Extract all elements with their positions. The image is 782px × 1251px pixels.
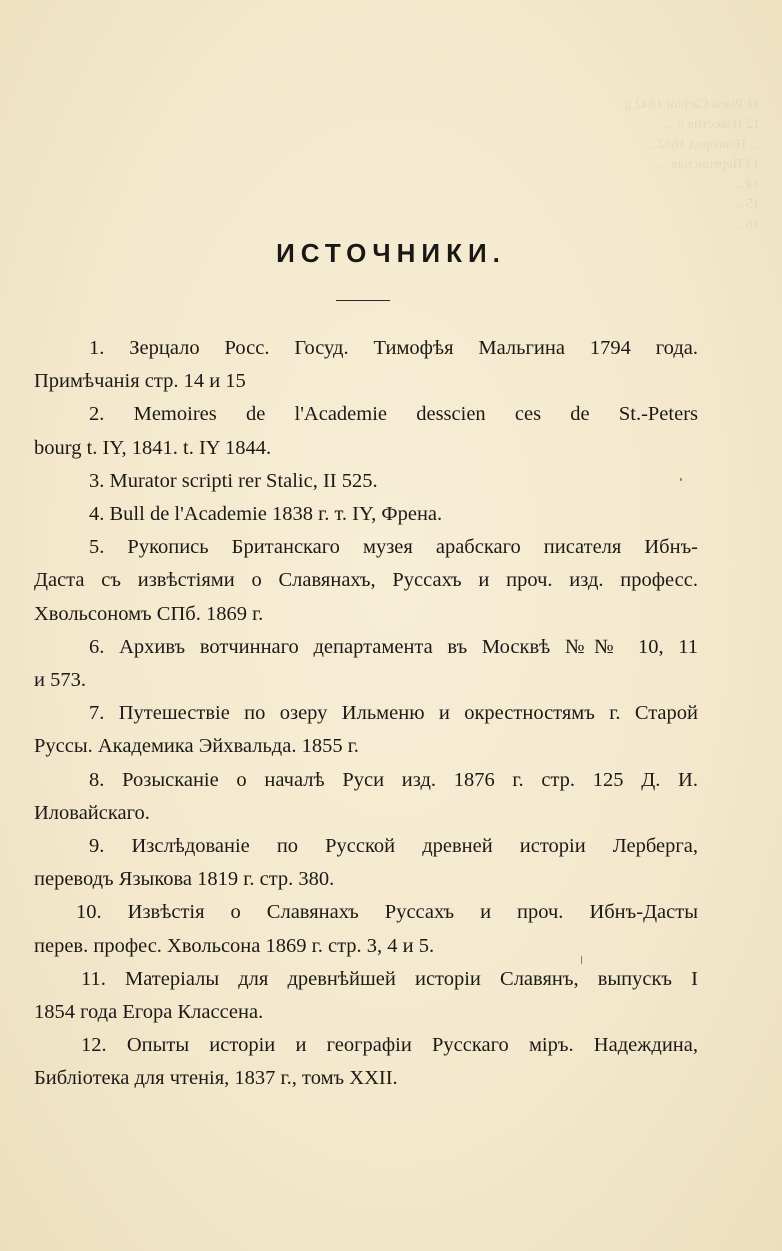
list-item (34, 764, 698, 830)
entry-line: 6. Архивъ вотчиннаго департамента въ Москвѣ №№ 10, 11 (89, 635, 699, 658)
entry-line: и 573. (34, 669, 86, 692)
paper-speck (680, 478, 682, 481)
list-item (34, 465, 698, 498)
list-item (34, 830, 698, 896)
entry-line: 9. Изслѣдованіе по Русской древней исторіи Лерберга, (89, 835, 699, 858)
entry-line: 8. Розысканіе о началѣ Руси изд. 1876 г. стр. 125 Д. И. (89, 768, 698, 791)
entry-line: Иловайскаго. (34, 801, 150, 824)
entry-line: перев. профес. Хвольсона 1869 г. стр. 3, 4 и 5. (34, 934, 435, 957)
entry-line: Хвольсономъ СПб. 1869 г. (34, 602, 264, 625)
list-item (34, 332, 698, 398)
entry-line: 1. Зерцало Росс. Госуд. Тимофѣя Мальгина 1794 года. (89, 337, 698, 359)
entry-line: переводъ Языкова 1819 г. стр. 380. (34, 868, 335, 891)
list-item (34, 531, 698, 631)
entry-line: Библіотека для чтенія, 1837 г., томъ XXII. (34, 1067, 398, 1090)
entry-line: bourg t. IY, 1841. t. IY 1844. (34, 436, 272, 459)
list-item (34, 631, 698, 697)
list-item (34, 697, 698, 763)
entry-line: 11. Матеріалы для древнѣйшей исторіи Славянъ, выпускъ I (81, 967, 698, 990)
list-item (34, 896, 698, 962)
sources-list (34, 332, 698, 1096)
list-item (34, 1029, 698, 1095)
entry-line: 10. Извѣстія о Славянахъ Руссахъ и проч. Ибнъ-Дасты (76, 901, 698, 924)
entry-line: Даста съ извѣстіями о Славянахъ, Руссахъ и проч. изд. професс. (34, 569, 698, 592)
list-item (34, 498, 698, 531)
entry-line: 4. Bull de l'Academie 1838 г. т. IY, Френа. (89, 503, 443, 526)
list-item (34, 398, 698, 464)
entry-line: 3. Murator scripti rer Stalic, II 525. (89, 469, 378, 492)
entry-line: 1854 года Егора Классена. (34, 1001, 264, 1024)
page-title: ИСТОЧНИКИ. (276, 238, 506, 268)
paper-speck (581, 956, 582, 964)
entry-line: 5. Рукопись Британскаго музея арабскаго писателя Ибнъ- (89, 536, 699, 559)
entry-line: 7. Путешествіе по озеру Ильменю и окрестностямъ г. Старой (89, 702, 699, 725)
entry-line: 12. Опыты исторіи и географіи Русскаго міръ. Надеждина, (81, 1034, 698, 1057)
entry-line: Руссы. Академика Эйхвальда. 1855 г. (34, 735, 359, 758)
entry-line: 2. Memoires de l'Academie desscien ces de St.-Peters (89, 403, 699, 426)
entry-line: Примѣчанія стр. 14 и 15 (34, 370, 246, 393)
list-item (34, 963, 698, 1029)
title-divider (336, 300, 390, 301)
show-through-text: 11 Piana Carpini 1842 g. 12 Известия о ... ... Новгород 1652 ... 13 Переписная ... 14 ... 15 ... 16 ... (620, 97, 760, 232)
